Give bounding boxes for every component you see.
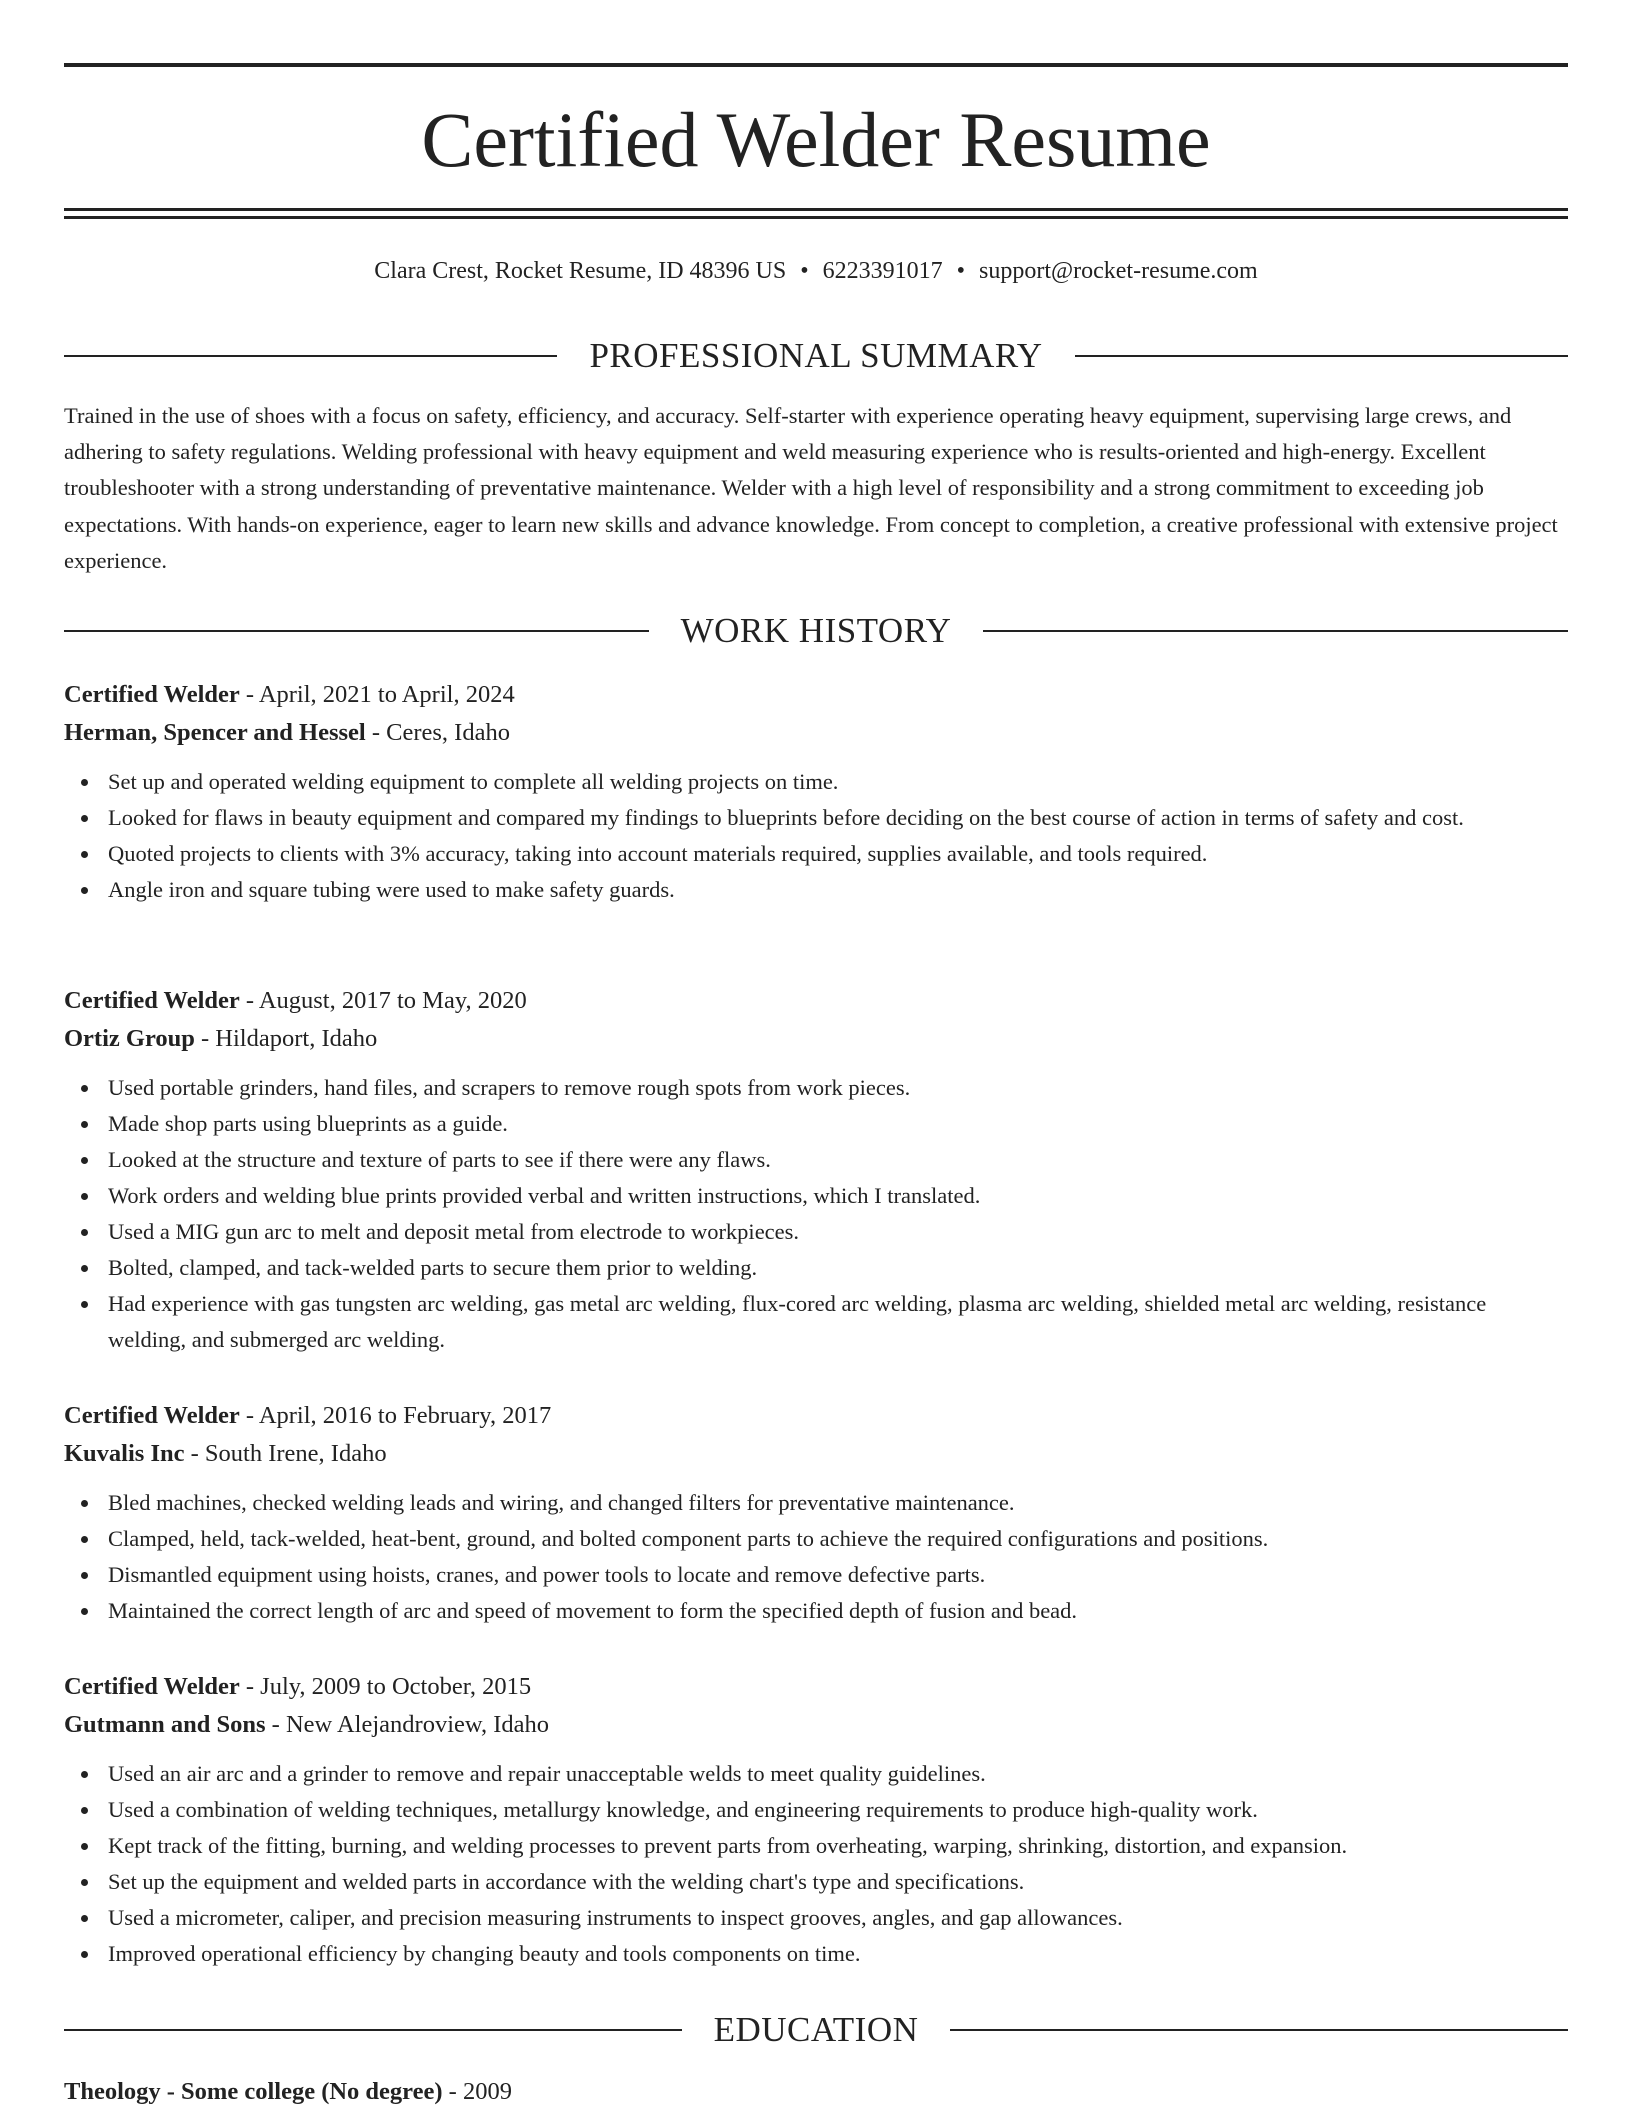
job-entry [64,676,1568,908]
job-duties-list [64,1485,1568,1629]
list-item: Had experience with gas tungsten arc welding, gas metal arc welding, flux-cored arc welding, plasma arc welding, shielded metal arc welding, resistance welding, and submerged arc welding. [108,1286,1568,1358]
list-item: Made shop parts using blueprints as a guide. [108,1106,1568,1142]
title-rule-lower [64,216,1568,219]
job-dates: - July, 2009 to October, 2015 [239,1673,532,1700]
list-item: Improved operational efficiency by changing beauty and tools components on time. [108,1936,1568,1972]
job-duties-list [64,1756,1568,1972]
list-item: Used a MIG gun arc to melt and deposit metal from electrode to workpieces. [108,1214,1568,1250]
job-title: Certified Welder [64,987,240,1014]
list-item: Work orders and welding blue prints provided verbal and written instructions, which I translated. [108,1178,1568,1214]
education-entry [64,2073,1568,2111]
job-title: Certified Welder [64,681,240,708]
education-heading-label: EDUCATION [713,2010,919,2049]
job-company: Kuvalis Inc [64,1440,185,1467]
heading-rule [950,2029,1568,2031]
list-item: Looked at the structure and texture of parts to see if there were any flaws. [108,1142,1568,1178]
summary-text: Trained in the use of shoes with a focus on safety, efficiency, and accuracy. Self-starter with experience operating heavy equipment, supervising large crews, and adhering to safety regulations. Welding professional with heavy equipment and weld measuring experience who is results-oriented and high-energy. Excellent troubleshooter with a strong understanding of preventative maintenance. Welder with a high level of responsibility and a strong commitment to exceeding job expectations. With hands-on experience, eager to learn new skills and advance knowledge. From concept to completion, a creative professional with extensive project experience. [64,403,1558,573]
job-dates: - April, 2021 to April, 2024 [239,681,515,708]
contact-line [64,254,1568,288]
contact-email: support@rocket-resume.com [979,258,1258,284]
list-item: Used an air arc and a grinder to remove and repair unacceptable welds to meet quality guidelines. [108,1756,1568,1792]
job-title: Certified Welder [64,1402,240,1429]
contact-separator: • [956,258,966,284]
list-item: Maintained the correct length of arc and speed of movement to form the specified depth of fusion and bead. [108,1593,1568,1629]
work-history-heading [64,609,1568,653]
contact-address: Clara Crest, Rocket Resume, ID 48396 US [374,258,787,284]
job-entry [64,982,1568,1358]
heading-rule [64,630,649,632]
list-item: Used a combination of welding techniques, metallurgy knowledge, and engineering requirements to produce high-quality work. [108,1792,1568,1828]
heading-rule [1075,355,1568,357]
job-location: - New Alejandroview, Idaho [265,1711,550,1738]
work-history-heading-label: WORK HISTORY [680,611,952,650]
list-item: Bolted, clamped, and tack-welded parts to secure them prior to welding. [108,1250,1568,1286]
job-duties-list [64,1070,1568,1358]
list-item: Set up the equipment and welded parts in accordance with the welding chart's type and specifications. [108,1864,1568,1900]
heading-rule [64,355,557,357]
job-duties-list [64,764,1568,908]
job-company: Herman, Spencer and Hessel [64,719,366,746]
list-item: Looked for flaws in beauty equipment and compared my findings to blueprints before deciding on the best course of action in terms of safety and cost. [108,800,1568,836]
list-item: Angle iron and square tubing were used to make safety guards. [108,872,1568,908]
contact-phone: 6223391017 [822,258,943,284]
document-title: Certified Welder Resume [421,96,1211,183]
list-item: Used portable grinders, hand files, and scrapers to remove rough spots from work pieces. [108,1070,1568,1106]
job-dates: - April, 2016 to February, 2017 [239,1402,552,1429]
summary-heading [64,334,1568,378]
contact-separator: • [800,258,809,284]
education-heading [64,2008,1568,2052]
list-item: Bled machines, checked welding leads and wiring, and changed filters for preventative maintenance. [108,1485,1568,1521]
job-entry [64,1668,1568,1972]
top-rule [64,63,1568,67]
education-degree: Theology - Some college (No degree) [64,2078,443,2105]
job-location: - Hildaport, Idaho [194,1025,378,1052]
list-item: Quoted projects to clients with 3% accuracy, taking into account materials required, supplies available, and tools required. [108,836,1568,872]
job-dates: - August, 2017 to May, 2020 [239,987,527,1014]
summary-heading-label: PROFESSIONAL SUMMARY [589,336,1043,375]
heading-rule [983,630,1568,632]
list-item: Dismantled equipment using hoists, cranes, and power tools to locate and remove defective parts. [108,1557,1568,1593]
job-location: - Ceres, Idaho [365,719,510,746]
list-item: Used a micrometer, caliper, and precision measuring instruments to inspect grooves, angles, and gap allowances. [108,1900,1568,1936]
heading-rule [64,2029,682,2031]
list-item: Kept track of the fitting, burning, and welding processes to prevent parts from overheating, warping, shrinking, distortion, and expansion. [108,1828,1568,1864]
job-company: Ortiz Group [64,1025,195,1052]
list-item: Set up and operated welding equipment to complete all welding projects on time. [108,764,1568,800]
education-year: - 2009 [442,2078,512,2105]
list-item: Clamped, held, tack-welded, heat-bent, ground, and bolted component parts to achieve the required configurations and positions. [108,1521,1568,1557]
job-title: Certified Welder [64,1673,240,1700]
job-location: - South Irene, Idaho [184,1440,387,1467]
job-entry [64,1397,1568,1629]
title-rule-upper [64,208,1568,211]
job-company: Gutmann and Sons [64,1711,266,1738]
